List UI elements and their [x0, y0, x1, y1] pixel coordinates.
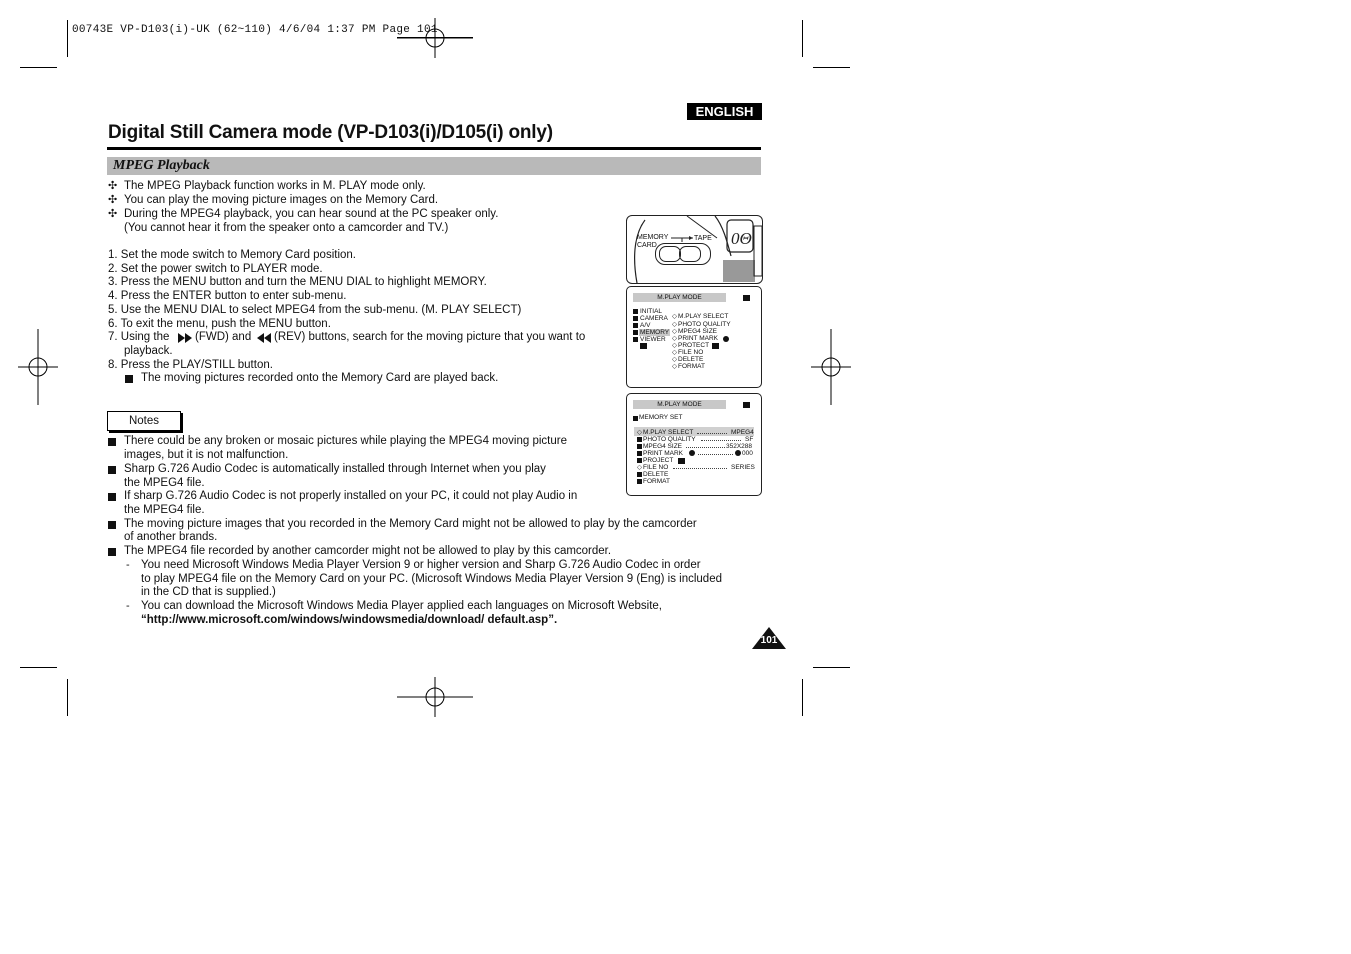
- dash-bullet: -: [126, 559, 130, 571]
- menu-item-camera: CAMERA: [640, 315, 668, 322]
- note-5-sub-1: You need Microsoft Windows Media Player Version 9 or higher version and Sharp G.726 Audio Codec in order: [141, 559, 701, 571]
- note-2: Sharp G.726 Audio Codec is automatically installed through Internet when you play: [124, 463, 546, 475]
- dot-leader: [698, 454, 733, 455]
- step-8-sub: The moving pictures recorded onto the Memory Card are played back.: [141, 372, 499, 384]
- dash-bullet: -: [126, 600, 130, 612]
- note-3-cont: the MPEG4 file.: [124, 504, 205, 516]
- page-title: Digital Still Camera mode (VP-D103(i)/D105(i) only): [108, 122, 553, 143]
- cross-bullet-icon: ✣: [108, 208, 118, 220]
- switch-arrow-icon: [671, 234, 693, 242]
- row-value-photo-quality: SF: [745, 436, 754, 443]
- switch-knob: [679, 246, 701, 262]
- square-bullet-icon: [108, 548, 116, 556]
- submenu-item: ◇: [672, 328, 677, 335]
- menu-icon: [633, 337, 638, 342]
- row-bullet: ◇: [637, 464, 642, 471]
- crop-mark: [67, 20, 68, 57]
- notes-label: Notes: [107, 411, 181, 431]
- row-label-format: FORMAT: [643, 478, 670, 485]
- row-label-print-mark: PRINT MARK: [643, 450, 683, 457]
- row-label-photo-quality: PHOTO QUALITY: [643, 436, 696, 443]
- row-label-delete: DELETE: [643, 471, 669, 478]
- language-badge: ENGLISH: [687, 103, 762, 120]
- dot-leader: [701, 440, 741, 441]
- label-card: CARD: [637, 242, 657, 249]
- step-3: 3. Press the MENU button and turn the MENU DIAL to highlight MEMORY.: [108, 276, 487, 288]
- menu-icon: [637, 479, 642, 484]
- submenu-item-delete: DELETE: [678, 356, 704, 363]
- menu-item-av: A/V: [640, 322, 651, 329]
- print-icon: [723, 336, 729, 342]
- memory-card-icon: [640, 343, 647, 349]
- crop-mark: [802, 20, 803, 57]
- menu-item-memory: MEMORY: [640, 329, 670, 336]
- submenu-item: ◇: [672, 313, 677, 320]
- fast-forward-icon: [178, 333, 192, 343]
- intro-line: The MPEG Playback function works in M. PLAY mode only.: [124, 180, 426, 192]
- submenu-item: ◇: [672, 335, 677, 342]
- square-bullet-icon: [108, 466, 116, 474]
- step-7-end: playback.: [124, 345, 173, 357]
- print-header: 00743E VP-D103(i)-UK (62~110) 4/6/04 1:37 PM Page 101: [72, 24, 438, 36]
- row-label-file-no: FILE NO: [643, 464, 669, 471]
- label-memory: MEMORY: [637, 234, 669, 241]
- submenu-item-print-mark: PRINT MARK: [678, 335, 718, 342]
- cross-bullet-icon: ✣: [108, 194, 118, 206]
- submenu-item-protect: PROTECT: [678, 342, 710, 349]
- note-5-sub-2: You can download the Microsoft Windows Media Player applied each languages on Microsoft Website,: [141, 600, 662, 612]
- step-7-start: 7. Using the: [108, 331, 170, 343]
- dot-leader: [697, 433, 727, 434]
- step-7-fwd: (FWD) and: [195, 331, 252, 343]
- menu-icon: [637, 472, 642, 477]
- crop-mark: [20, 67, 57, 68]
- intro-line: During the MPEG4 playback, you can hear sound at the PC speaker only.: [124, 208, 499, 220]
- memory-card-icon: [743, 402, 750, 408]
- menu-item-viewer: VIEWER: [640, 336, 666, 343]
- step-7-rev: (REV) buttons, search for the moving picture that you want to: [274, 331, 586, 343]
- submenu-item-format: FORMAT: [678, 363, 705, 370]
- step-8: 8. Press the PLAY/STILL button.: [108, 359, 273, 371]
- registration-mark-right: [811, 329, 851, 405]
- square-bullet-icon: [108, 493, 116, 501]
- protect-icon: [712, 343, 719, 349]
- crop-mark: [67, 679, 68, 716]
- note-3: If sharp G.726 Audio Codec is not properly installed on your PC, it could not play Audio in: [124, 490, 578, 502]
- row-value-mpeg4-size: 352X288: [726, 443, 753, 450]
- title-rule: [107, 147, 761, 150]
- step-1: 1. Set the mode switch to Memory Card position.: [108, 249, 356, 261]
- note-5-sub-1-end: in the CD that is supplied.): [141, 586, 276, 598]
- submenu-item: ◇: [672, 363, 677, 370]
- submenu-item-photo-quality: PHOTO QUALITY: [678, 321, 731, 328]
- registration-mark-left: [18, 329, 58, 405]
- row-value-mplay-select: MPEG4: [731, 429, 754, 436]
- menu-icon: [637, 437, 642, 442]
- crop-mark: [802, 679, 803, 716]
- registration-mark-bottom: [397, 677, 473, 717]
- row-value-print-mark: 000: [742, 450, 753, 457]
- submenu-item-mplay-select: M.PLAY SELECT: [678, 313, 729, 320]
- print-icon: [689, 450, 695, 456]
- submenu-item-file-no: FILE NO: [678, 349, 704, 356]
- menu-icon: [633, 330, 638, 335]
- crop-mark: [813, 667, 850, 668]
- menu-icon: [637, 451, 642, 456]
- crop-mark: [813, 67, 850, 68]
- note-5-sub-1-cont: to play MPEG4 file on the Memory Card on your PC. (Microsoft Windows Media Player Version 9 (Eng) is included: [141, 573, 722, 585]
- note-4: The moving picture images that you recorded in the Memory Card might not be allowed to play by the camcorder: [124, 518, 697, 530]
- svg-text:0Θ: 0Θ: [731, 229, 752, 248]
- print-icon: [735, 450, 741, 456]
- menu-icon: [633, 416, 638, 421]
- note-1-cont: images, but it is not malfunction.: [124, 449, 289, 461]
- row-value-file-no: SERIES: [731, 464, 755, 471]
- square-bullet-icon: [108, 521, 116, 529]
- row-label-mplay-select: M.PLAY SELECT: [643, 429, 694, 436]
- submenu-item-mpeg4-size: MPEG4 SIZE: [678, 328, 718, 335]
- note-1: There could be any broken or mosaic pictures while playing the MPEG4 moving picture: [124, 435, 567, 447]
- cross-bullet-icon: ✣: [108, 180, 118, 192]
- square-bullet-icon: [108, 438, 116, 446]
- intro-line: You can play the moving picture images on the Memory Card.: [124, 194, 439, 206]
- submenu-item: ◇: [672, 356, 677, 363]
- label-tape: TAPE: [694, 235, 712, 242]
- screen-2-subtitle: MEMORY SET: [639, 414, 683, 421]
- crop-mark: [20, 667, 57, 668]
- row-bullet: ◇: [637, 429, 642, 436]
- note-4-cont: of another brands.: [124, 531, 218, 543]
- menu-item-initial: INITIAL: [640, 308, 663, 315]
- menu-icon: [637, 444, 642, 449]
- submenu-item: ◇: [672, 321, 677, 328]
- note-5: The MPEG4 file recorded by another camcorder might not be allowed to play by this camcorder.: [124, 545, 612, 557]
- step-2: 2. Set the power switch to PLAYER mode.: [108, 263, 323, 275]
- page-number: 101: [760, 635, 778, 646]
- submenu-item: ◇: [672, 342, 677, 349]
- note-2-cont: the MPEG4 file.: [124, 477, 205, 489]
- header-underline: [397, 37, 473, 38]
- switch-knob: [659, 246, 681, 262]
- section-title: MPEG Playback: [113, 158, 210, 173]
- dot-leader: [673, 468, 727, 469]
- step-5: 5. Use the MENU DIAL to select MPEG4 from the sub-menu. (M. PLAY SELECT): [108, 304, 522, 316]
- intro-note: (You cannot hear it from the speaker onto a camcorder and TV.): [124, 222, 449, 234]
- step-6: 6. To exit the menu, push the MENU button.: [108, 318, 331, 330]
- submenu-item: ◇: [672, 349, 677, 356]
- menu-icon: [633, 323, 638, 328]
- menu-icon: [633, 316, 638, 321]
- dot-leader: [686, 447, 725, 448]
- screen-2-title: M.PLAY MODE: [633, 400, 726, 409]
- row-label-mpeg4-size: MPEG4 SIZE: [643, 443, 683, 450]
- rewind-icon: [257, 333, 271, 343]
- screen-1-title: M.PLAY MODE: [633, 293, 726, 302]
- download-url: “http://www.microsoft.com/windows/windowsmedia/download/ default.asp”.: [141, 614, 558, 626]
- menu-icon: [633, 309, 638, 314]
- square-bullet-icon: [125, 375, 133, 383]
- step-4: 4. Press the ENTER button to enter sub-menu.: [108, 290, 347, 302]
- memory-card-icon: [743, 295, 750, 301]
- row-label-project: PROJECT: [643, 457, 674, 464]
- protect-icon: [678, 458, 685, 464]
- menu-icon: [637, 458, 642, 463]
